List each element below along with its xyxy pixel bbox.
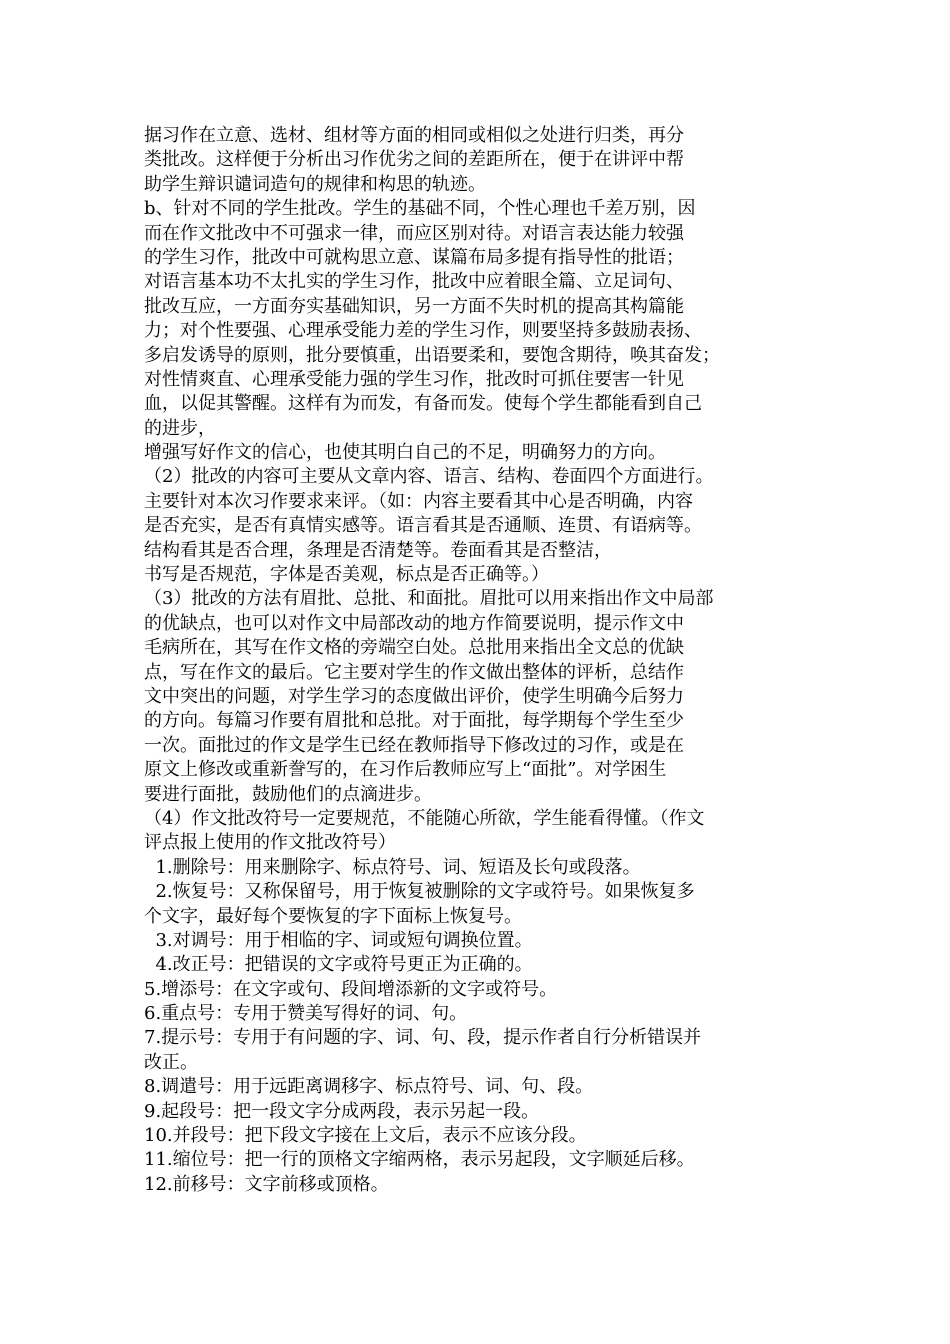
text-line: 增强写好作文的信心，也使其明白自己的不足，明确努力的方向。 — [144, 442, 666, 464]
text-line: 3.对调号：用于相临的字、词或短句调换位置。 — [144, 929, 533, 951]
text-line: 的方向。每篇习作要有眉批和总批。对于面批，每学期每个学生至少 — [144, 710, 684, 732]
text-line: 个文字，最好每个要恢复的字下面标上恢复号。 — [144, 905, 522, 927]
text-line: 要进行面批，鼓励他们的点滴进步。 — [144, 783, 432, 805]
text-line: 1.删除号：用来删除字、标点符号、词、短语及长句或段落。 — [144, 856, 641, 878]
text-line: b、针对不同的学生批改。学生的基础不同，个性心理也千差万别，因 — [144, 198, 696, 220]
text-line: 结构看其是否合理，条理是否清楚等。卷面看其是否整洁， — [144, 539, 612, 561]
text-line: 批改互应，一方面夯实基础知识，另一方面不失时机的提高其构篇能 — [144, 295, 684, 317]
text-line: 一次。面批过的作文是学生已经在教师指导下修改过的习作，或是在 — [144, 734, 684, 756]
text-line: 12.前移号：文字前移或顶格。 — [144, 1173, 389, 1195]
text-line: 类批改。这样便于分析出习作优劣之间的差距所在，便于在讲评中帮 — [144, 149, 684, 171]
text-line: 据习作在立意、选材、组材等方面的相同或相似之处进行归类，再分 — [144, 125, 684, 146]
text-line: 毛病所在，其写在作文格的旁端空白处。总批用来指出全文总的优缺 — [144, 637, 684, 659]
text-line: 的优缺点，也可以对作文中局部改动的地方作简要说明，提示作文中 — [144, 612, 684, 634]
text-line: 点，写在作文的最后。它主要对学生的作文做出整体的评析，总结作 — [144, 661, 684, 683]
text-line: 主要针对本次习作要求来评。（如：内容主要看其中心是否明确，内容 — [144, 490, 693, 512]
text-line: 血，以促其警醒。这样有为而发，有备而发。使每个学生都能看到自己 — [144, 393, 702, 415]
text-line: 4.改正号：把错误的文字或符号更正为正确的。 — [144, 954, 533, 976]
text-line: 是否充实，是否有真情实感等。语言看其是否通顺、连贯、有语病等。 — [144, 515, 702, 537]
text-line: 评点报上使用的作文批改符号） — [144, 832, 396, 854]
text-line: 5.增添号：在文字或句、段间增添新的文字或符号。 — [144, 978, 558, 1000]
text-line: 助学生辩识谴词造句的规律和构思的轨迹。 — [144, 173, 486, 195]
text-line: 8.调遣号：用于远距离调移字、标点符号、词、句、段。 — [144, 1076, 594, 1098]
text-line: 11.缩位号：把一行的顶格文字缩两格，表示另起段，文字顺延后移。 — [144, 1149, 695, 1171]
text-line: 的学生习作，批改中可就构思立意、谋篇布局多提有指导性的批语； — [144, 246, 684, 268]
text-line: （3）批改的方法有眉批、总批、和面批。眉批可以用来指出作文中局部 — [144, 588, 714, 610]
text-line: 力；对个性要强、心理承受能力差的学生习作，则要坚持多鼓励表扬、 — [144, 320, 702, 342]
text-line: 改正。 — [144, 1051, 198, 1073]
text-line: 对语言基本功不太扎实的学生习作，批改中应着眼全篇、立足词句、 — [144, 271, 684, 293]
text-line: 10.并段号：把下段文字接在上文后，表示不应该分段。 — [144, 1125, 587, 1147]
document-body — [144, 124, 816, 1197]
text-line: （2）批改的内容可主要从文章内容、语言、结构、卷面四个方面进行。 — [144, 466, 714, 488]
text-line: 书写是否规范，字体是否美观，标点是否正确等。） — [144, 564, 549, 586]
text-line: 对性情爽直、心理承受能力强的学生习作，批改时可抓住要害一针见 — [144, 368, 684, 390]
text-line: 2.恢复号：又称保留号，用于恢复被删除的文字或符号。如果恢复多 — [144, 881, 695, 903]
text-line: 而在作文批改中不可强求一律，而应区别对待。对语言表达能力较强 — [144, 222, 684, 244]
text-line: 7.提示号：专用于有问题的字、词、句、段，提示作者自行分析错误并 — [144, 1027, 702, 1049]
text-line: 文中突出的问题，对学生学习的态度做出评价，使学生明确今后努力 — [144, 685, 684, 707]
text-line: 原文上修改或重新誊写的，在习作后教师应写上“面批”。对学困生 — [144, 759, 667, 781]
text-line: 9.起段号：把一段文字分成两段，表示另起一段。 — [144, 1100, 540, 1122]
text-line: 多启发诱导的原则，批分要慎重，出语要柔和，要饱含期待，唤其奋发； — [144, 344, 720, 366]
text-line: 6.重点号：专用于赞美写得好的词、句。 — [144, 1003, 468, 1025]
text-line: 的进步， — [144, 417, 216, 439]
text-line: （4）作文批改符号一定要规范，不能随心所欲，学生能看得懂。（作文 — [144, 807, 705, 829]
